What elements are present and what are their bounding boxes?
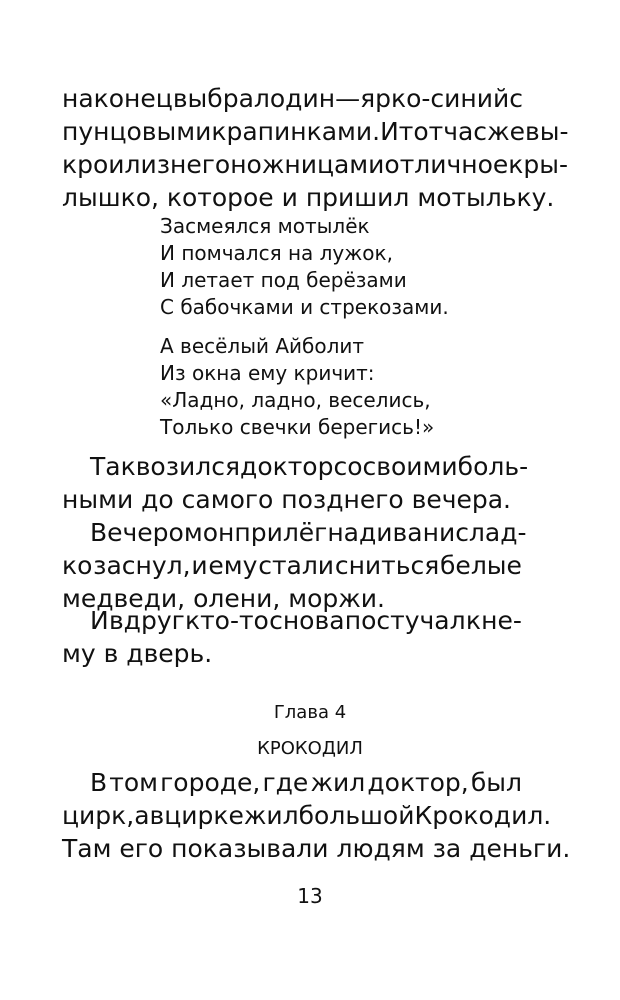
text-line: наконец выбрал один — ярко-синий с	[62, 84, 523, 113]
paragraph-1	[62, 84, 569, 218]
chapter-number: Глава 4	[273, 702, 347, 723]
paragraph-3	[90, 518, 527, 553]
verse-line: И помчался на лужок,	[160, 241, 393, 265]
verse-stanza-2	[160, 336, 434, 444]
text-line: В том городе, где жил доктор, был	[90, 768, 522, 797]
paragraph-4-cont	[62, 641, 522, 674]
text-line: Вечером он прилёг на диван и слад-	[90, 518, 527, 547]
text-line: пунцовыми крапинками. И тотчас же вы-	[62, 117, 569, 146]
verse-line: А весёлый Айболит	[160, 334, 365, 358]
verse-line: Засмеялся мотылёк	[160, 214, 370, 238]
text-line: ными до самого позднего вечера.	[62, 485, 511, 514]
paragraph-5-cont	[62, 801, 571, 869]
paragraph-4	[90, 608, 522, 641]
chapter-title: КРОКОДИЛ	[257, 738, 363, 759]
verse-line: «Ладно, ладно, веселись,	[160, 388, 431, 412]
text-line: ко заснул, и ему стали сниться белые	[62, 551, 522, 580]
text-line: И вдруг кто-то снова постучал к не-	[90, 606, 522, 635]
paragraph-5	[90, 770, 522, 803]
text-line: лышко, которое и пришил мотыльку.	[62, 183, 555, 212]
page-number: 13	[297, 884, 323, 908]
verse-line: С бабочками и стрекозами.	[160, 295, 449, 319]
verse-line: Из окна ему кричит:	[160, 361, 375, 385]
text-line: Так возился доктор со своими боль-	[90, 452, 529, 481]
paragraph-2-cont	[62, 487, 522, 520]
text-line: медведи, олени, моржи.	[62, 584, 385, 613]
text-line: цирк, а в цирке жил большой Крокодил.	[62, 801, 552, 830]
verse-stanza-1	[160, 216, 449, 324]
paragraph-2	[90, 452, 529, 487]
text-line: му в дверь.	[62, 639, 213, 668]
verse-line: И летает под берёзами	[160, 268, 407, 292]
verse-line: Только свечки берегись!»	[160, 415, 435, 439]
text-line: кроил из него ножницами отличное кры-	[62, 150, 569, 179]
text-line: Там его показывали людям за деньги.	[62, 834, 571, 863]
